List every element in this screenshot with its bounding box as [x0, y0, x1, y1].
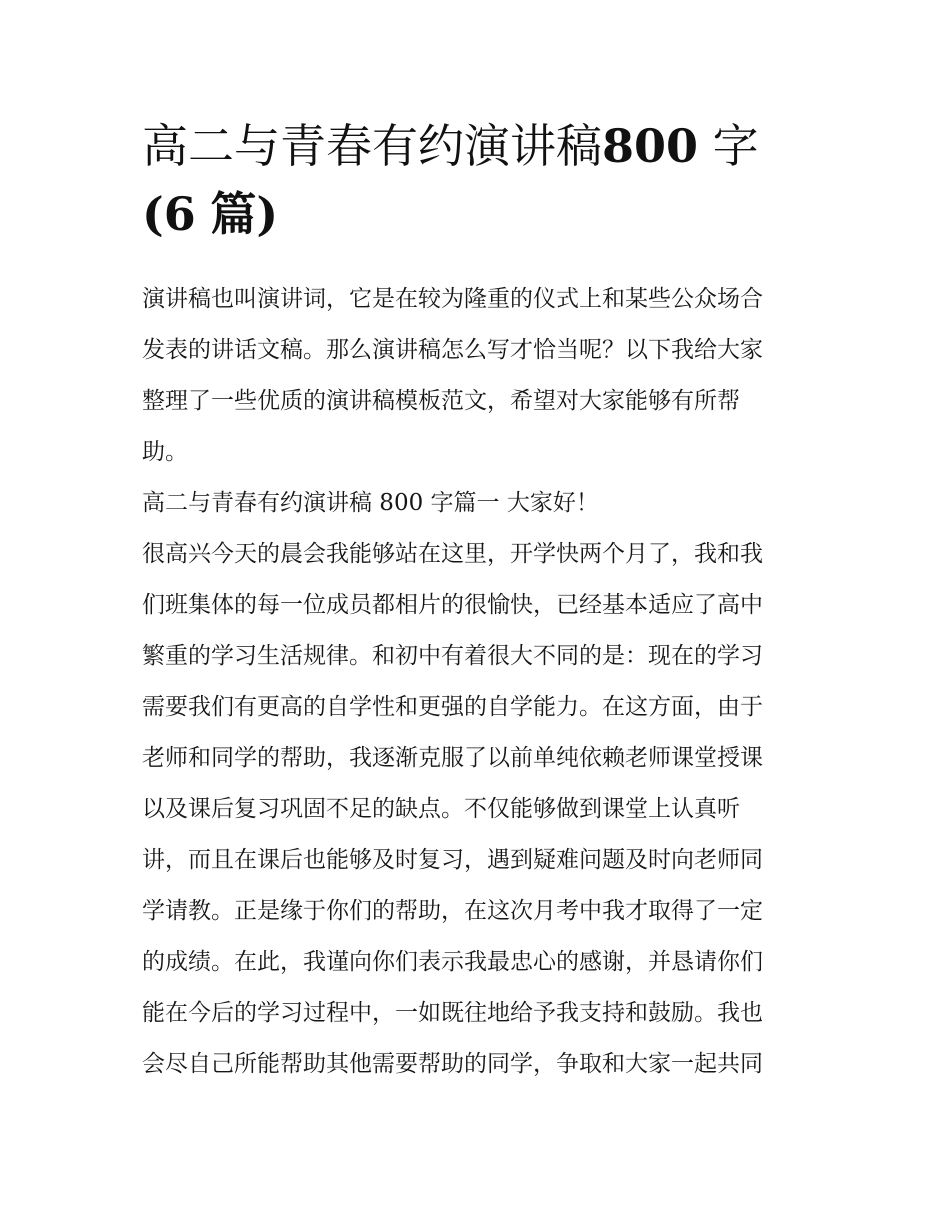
body-line: 很高兴今天的晨会我能够站在这里，开学快两个月了，我和我: [142, 541, 763, 567]
title-text-part1: 高二与青春有约演讲稿: [142, 119, 602, 173]
body-line: 的成绩。在此，我谨向你们表示我最忠心的感谢，并恳请你们: [142, 949, 763, 975]
document-content: [142, 112, 814, 1090]
body-line: 整理了一些优质的演讲稿模板范文，希望对大家能够有所帮: [142, 388, 740, 414]
body-line: 会尽自己所能帮助其他需要帮助的同学，争取和大家一起共同: [142, 1051, 763, 1077]
title-count-suffix: 篇): [210, 187, 279, 241]
body-line: 助。: [142, 439, 188, 465]
body-line: 演讲稿也叫演讲词，它是在较为隆重的仪式上和某些公众场合: [142, 286, 763, 312]
body-line: 能在今后的学习过程中，一如既往地给予我支持和鼓励。我也: [142, 1000, 763, 1026]
title-text-part3: 字: [712, 119, 759, 173]
body-line: 老师和同学的帮助，我逐渐克服了以前单纯依赖老师课堂授课: [142, 745, 763, 771]
title-count: (6: [142, 187, 196, 241]
body-line: 学请教。正是缘于你们的帮助，在这次月考中我才取得了一定: [142, 898, 763, 924]
body-line: 以及课后复习巩固不足的缺点。不仅能够做到课堂上认真听: [142, 796, 740, 822]
body-line: 们班集体的每一位成员都相片的很愉快，已经基本适应了高中: [142, 592, 763, 618]
body-line: 发表的讲话文稿。那么演讲稿怎么写才恰当呢？以下我给大家: [142, 337, 763, 363]
body-line: 需要我们有更高的自学性和更强的自学能力。在这方面，由于: [142, 694, 763, 720]
body-line: 繁重的学习生活规律。和初中有着很大不同的是：现在的学习: [142, 643, 763, 669]
title-number: 800: [602, 119, 699, 173]
section-heading-line: 高二与青春有约演讲稿 800 字篇一 大家好！: [142, 490, 599, 516]
body-line: 讲，而且在课后也能够及时复习，遇到疑难问题及时向老师同: [142, 847, 763, 873]
document-title: [142, 112, 814, 248]
